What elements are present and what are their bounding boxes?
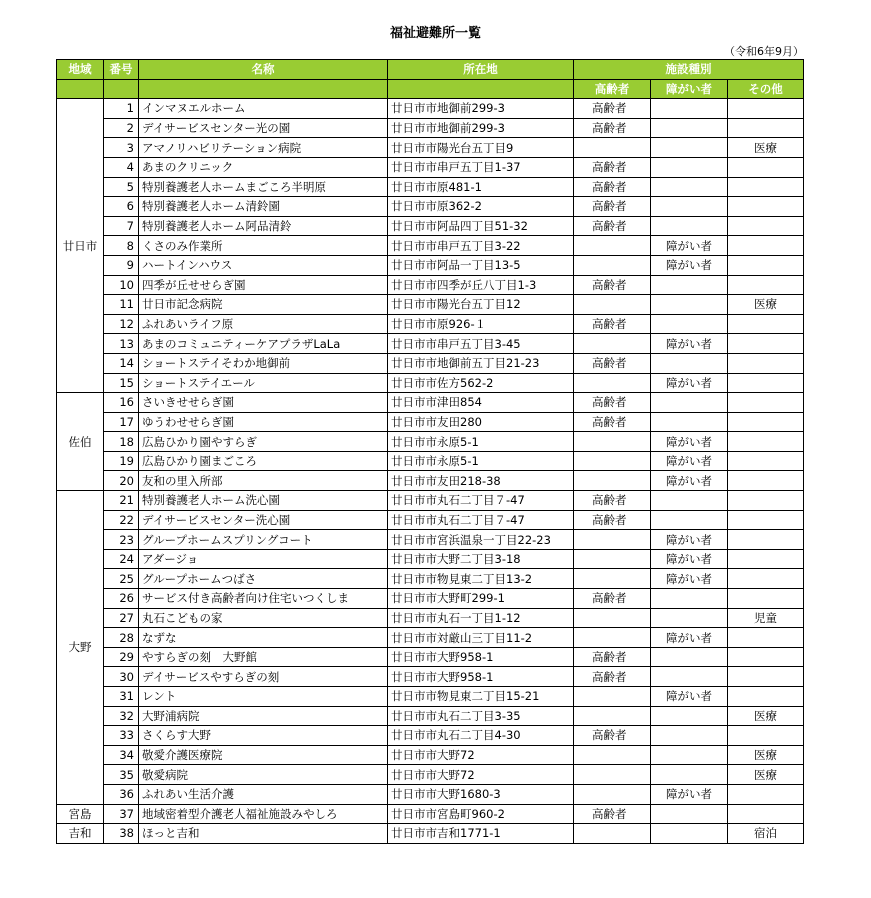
number-cell: 13 bbox=[104, 334, 139, 354]
disabled-cell bbox=[651, 295, 728, 315]
table-row bbox=[57, 236, 804, 256]
name-cell: 大野浦病院 bbox=[139, 706, 388, 726]
disabled-cell bbox=[651, 314, 728, 334]
address-cell: 廿日市市地御前五丁目21-23 bbox=[388, 353, 574, 373]
header-blank bbox=[57, 79, 104, 99]
other-cell bbox=[728, 784, 804, 804]
table-row bbox=[57, 784, 804, 804]
number-cell: 34 bbox=[104, 745, 139, 765]
table-row bbox=[57, 314, 804, 334]
other-cell bbox=[728, 432, 804, 452]
other-cell: 医療 bbox=[728, 295, 804, 315]
name-cell: 敬愛病院 bbox=[139, 765, 388, 785]
elderly-cell: 高齢者 bbox=[574, 118, 651, 138]
elderly-cell bbox=[574, 706, 651, 726]
address-cell: 廿日市市地御前299-3 bbox=[388, 118, 574, 138]
name-cell: ふれあい生活介護 bbox=[139, 784, 388, 804]
disabled-cell: 障がい者 bbox=[651, 784, 728, 804]
address-cell: 廿日市市吉和1771-1 bbox=[388, 824, 574, 844]
name-cell: ショートステイエール bbox=[139, 373, 388, 393]
number-cell: 15 bbox=[104, 373, 139, 393]
name-cell: 敬愛介護医療院 bbox=[139, 745, 388, 765]
number-cell: 32 bbox=[104, 706, 139, 726]
address-cell: 廿日市市丸石二丁目3-35 bbox=[388, 706, 574, 726]
other-cell bbox=[728, 314, 804, 334]
elderly-cell bbox=[574, 255, 651, 275]
table-row bbox=[57, 491, 804, 511]
disabled-cell bbox=[651, 197, 728, 217]
table-row bbox=[57, 569, 804, 589]
number-cell: 11 bbox=[104, 295, 139, 315]
other-cell bbox=[728, 118, 804, 138]
other-cell bbox=[728, 216, 804, 236]
other-cell: 宿泊 bbox=[728, 824, 804, 844]
number-cell: 23 bbox=[104, 530, 139, 550]
address-cell: 廿日市市原926-１ bbox=[388, 314, 574, 334]
table-row bbox=[57, 549, 804, 569]
number-cell: 6 bbox=[104, 197, 139, 217]
other-cell bbox=[728, 549, 804, 569]
name-cell: 地域密着型介護老人福祉施設みやしろ bbox=[139, 804, 388, 824]
name-cell: グループホームスプリングコート bbox=[139, 530, 388, 550]
elderly-cell bbox=[574, 432, 651, 452]
other-cell: 医療 bbox=[728, 765, 804, 785]
other-cell bbox=[728, 236, 804, 256]
address-cell: 廿日市市串戸五丁目3-45 bbox=[388, 334, 574, 354]
other-cell: 医療 bbox=[728, 706, 804, 726]
name-cell: デイサービスセンター洗心園 bbox=[139, 510, 388, 530]
name-cell: あまのコミュニティーケアプラザLaLa bbox=[139, 334, 388, 354]
table-row bbox=[57, 608, 804, 628]
other-cell: 医療 bbox=[728, 138, 804, 158]
elderly-cell: 高齢者 bbox=[574, 197, 651, 217]
number-cell: 26 bbox=[104, 589, 139, 609]
region-cell: 廿日市 bbox=[57, 99, 104, 393]
other-cell bbox=[728, 393, 804, 413]
number-cell: 27 bbox=[104, 608, 139, 628]
table-row bbox=[57, 471, 804, 491]
header-blank bbox=[139, 79, 388, 99]
number-cell: 37 bbox=[104, 804, 139, 824]
disabled-cell bbox=[651, 138, 728, 158]
elderly-cell bbox=[574, 471, 651, 491]
elderly-cell bbox=[574, 765, 651, 785]
disabled-cell bbox=[651, 99, 728, 119]
name-cell: デイサービスやすらぎの刻 bbox=[139, 667, 388, 687]
table-row bbox=[57, 334, 804, 354]
other-cell bbox=[728, 412, 804, 432]
table-row bbox=[57, 589, 804, 609]
header-other: その他 bbox=[728, 79, 804, 99]
number-cell: 35 bbox=[104, 765, 139, 785]
table-row bbox=[57, 373, 804, 393]
table-row bbox=[57, 628, 804, 648]
name-cell: さいきせせらぎ園 bbox=[139, 393, 388, 413]
name-cell: 広島ひかり園やすらぎ bbox=[139, 432, 388, 452]
disabled-cell bbox=[651, 804, 728, 824]
address-cell: 廿日市市四季が丘八丁目1-3 bbox=[388, 275, 574, 295]
table-row bbox=[57, 687, 804, 707]
other-cell bbox=[728, 353, 804, 373]
address-cell: 廿日市市陽光台五丁目9 bbox=[388, 138, 574, 158]
address-cell: 廿日市市物見東二丁目13-2 bbox=[388, 569, 574, 589]
region-cell: 佐伯 bbox=[57, 393, 104, 491]
address-cell: 廿日市市地御前299-3 bbox=[388, 99, 574, 119]
elderly-cell bbox=[574, 451, 651, 471]
number-cell: 5 bbox=[104, 177, 139, 197]
number-cell: 21 bbox=[104, 491, 139, 511]
address-cell: 廿日市市丸石二丁目７-47 bbox=[388, 491, 574, 511]
number-cell: 8 bbox=[104, 236, 139, 256]
table-row bbox=[57, 99, 804, 119]
number-cell: 25 bbox=[104, 569, 139, 589]
other-cell bbox=[728, 471, 804, 491]
name-cell: ふれあいライフ原 bbox=[139, 314, 388, 334]
other-cell bbox=[728, 255, 804, 275]
elderly-cell: 高齢者 bbox=[574, 589, 651, 609]
number-cell: 19 bbox=[104, 451, 139, 471]
other-cell bbox=[728, 647, 804, 667]
number-cell: 14 bbox=[104, 353, 139, 373]
disabled-cell bbox=[651, 353, 728, 373]
table-row bbox=[57, 530, 804, 550]
other-cell bbox=[728, 667, 804, 687]
header-facility-type: 施設種別 bbox=[574, 60, 804, 80]
table-row bbox=[57, 706, 804, 726]
address-cell: 廿日市市対厳山三丁目11-2 bbox=[388, 628, 574, 648]
number-cell: 38 bbox=[104, 824, 139, 844]
elderly-cell: 高齢者 bbox=[574, 647, 651, 667]
other-cell bbox=[728, 334, 804, 354]
table-row bbox=[57, 765, 804, 785]
header-number: 番号 bbox=[104, 60, 139, 80]
name-cell: 四季が丘せせらぎ園 bbox=[139, 275, 388, 295]
number-cell: 9 bbox=[104, 255, 139, 275]
name-cell: アダージョ bbox=[139, 549, 388, 569]
number-cell: 17 bbox=[104, 412, 139, 432]
header-blank bbox=[388, 79, 574, 99]
elderly-cell bbox=[574, 824, 651, 844]
address-cell: 廿日市市串戸五丁目1-37 bbox=[388, 157, 574, 177]
number-cell: 1 bbox=[104, 99, 139, 119]
date-note: （令和6年9月） bbox=[724, 45, 804, 58]
number-cell: 31 bbox=[104, 687, 139, 707]
number-cell: 12 bbox=[104, 314, 139, 334]
address-cell: 廿日市市大野1680-3 bbox=[388, 784, 574, 804]
name-cell: 友和の里入所部 bbox=[139, 471, 388, 491]
table-body bbox=[57, 99, 804, 844]
name-cell: デイサービスセンター光の園 bbox=[139, 118, 388, 138]
table-row bbox=[57, 353, 804, 373]
name-cell: なずな bbox=[139, 628, 388, 648]
header-name: 名称 bbox=[139, 60, 388, 80]
elderly-cell: 高齢者 bbox=[574, 314, 651, 334]
name-cell: ショートステイそわか地御前 bbox=[139, 353, 388, 373]
elderly-cell: 高齢者 bbox=[574, 393, 651, 413]
table-row bbox=[57, 197, 804, 217]
table-row bbox=[57, 412, 804, 432]
header-blank bbox=[104, 79, 139, 99]
elderly-cell: 高齢者 bbox=[574, 157, 651, 177]
number-cell: 16 bbox=[104, 393, 139, 413]
elderly-cell bbox=[574, 530, 651, 550]
name-cell: インマヌエルホーム bbox=[139, 99, 388, 119]
name-cell: サービス付き高齢者向け住宅いつくしま bbox=[139, 589, 388, 609]
other-cell bbox=[728, 99, 804, 119]
table-row bbox=[57, 451, 804, 471]
elderly-cell bbox=[574, 687, 651, 707]
other-cell bbox=[728, 197, 804, 217]
elderly-cell bbox=[574, 784, 651, 804]
address-cell: 廿日市市串戸五丁目3-22 bbox=[388, 236, 574, 256]
disabled-cell: 障がい者 bbox=[651, 687, 728, 707]
number-cell: 24 bbox=[104, 549, 139, 569]
table-row bbox=[57, 804, 804, 824]
number-cell: 28 bbox=[104, 628, 139, 648]
other-cell: 児童 bbox=[728, 608, 804, 628]
elderly-cell bbox=[574, 569, 651, 589]
other-cell bbox=[728, 687, 804, 707]
name-cell: アマノリハビリテーション病院 bbox=[139, 138, 388, 158]
number-cell: 2 bbox=[104, 118, 139, 138]
header-disabled: 障がい者 bbox=[651, 79, 728, 99]
elderly-cell bbox=[574, 549, 651, 569]
disabled-cell bbox=[651, 275, 728, 295]
shelter-table bbox=[56, 59, 804, 844]
address-cell: 廿日市市永原5-1 bbox=[388, 432, 574, 452]
elderly-cell: 高齢者 bbox=[574, 99, 651, 119]
address-cell: 廿日市市友田280 bbox=[388, 412, 574, 432]
other-cell bbox=[728, 510, 804, 530]
other-cell bbox=[728, 804, 804, 824]
other-cell bbox=[728, 726, 804, 746]
table-row bbox=[57, 647, 804, 667]
disabled-cell bbox=[651, 706, 728, 726]
disabled-cell bbox=[651, 824, 728, 844]
name-cell: 丸石こどもの家 bbox=[139, 608, 388, 628]
number-cell: 20 bbox=[104, 471, 139, 491]
table-row bbox=[57, 157, 804, 177]
elderly-cell: 高齢者 bbox=[574, 804, 651, 824]
disabled-cell bbox=[651, 608, 728, 628]
table-row bbox=[57, 295, 804, 315]
name-cell: あまのクリニック bbox=[139, 157, 388, 177]
disabled-cell bbox=[651, 726, 728, 746]
elderly-cell bbox=[574, 373, 651, 393]
disabled-cell: 障がい者 bbox=[651, 471, 728, 491]
other-cell bbox=[728, 569, 804, 589]
disabled-cell bbox=[651, 647, 728, 667]
elderly-cell: 高齢者 bbox=[574, 275, 651, 295]
other-cell bbox=[728, 589, 804, 609]
address-cell: 廿日市市友田218-38 bbox=[388, 471, 574, 491]
number-cell: 29 bbox=[104, 647, 139, 667]
table-row bbox=[57, 177, 804, 197]
header-elderly: 高齢者 bbox=[574, 79, 651, 99]
address-cell: 廿日市市大野958-1 bbox=[388, 647, 574, 667]
table-row bbox=[57, 275, 804, 295]
disabled-cell bbox=[651, 667, 728, 687]
elderly-cell: 高齢者 bbox=[574, 726, 651, 746]
name-cell: やすらぎの刻 大野館 bbox=[139, 647, 388, 667]
disabled-cell bbox=[651, 745, 728, 765]
disabled-cell bbox=[651, 589, 728, 609]
other-cell bbox=[728, 275, 804, 295]
other-cell: 医療 bbox=[728, 745, 804, 765]
disabled-cell: 障がい者 bbox=[651, 569, 728, 589]
disabled-cell: 障がい者 bbox=[651, 549, 728, 569]
other-cell bbox=[728, 530, 804, 550]
elderly-cell bbox=[574, 608, 651, 628]
elderly-cell: 高齢者 bbox=[574, 216, 651, 236]
table-row bbox=[57, 824, 804, 844]
number-cell: 4 bbox=[104, 157, 139, 177]
address-cell: 廿日市市大野二丁目3-18 bbox=[388, 549, 574, 569]
number-cell: 7 bbox=[104, 216, 139, 236]
number-cell: 18 bbox=[104, 432, 139, 452]
address-cell: 廿日市市丸石二丁目７-47 bbox=[388, 510, 574, 530]
table-row bbox=[57, 255, 804, 275]
number-cell: 36 bbox=[104, 784, 139, 804]
name-cell: くさのみ作業所 bbox=[139, 236, 388, 256]
other-cell bbox=[728, 628, 804, 648]
elderly-cell: 高齢者 bbox=[574, 491, 651, 511]
address-cell: 廿日市市大野72 bbox=[388, 745, 574, 765]
table-row bbox=[57, 393, 804, 413]
disabled-cell bbox=[651, 118, 728, 138]
table-row bbox=[57, 118, 804, 138]
disabled-cell: 障がい者 bbox=[651, 236, 728, 256]
other-cell bbox=[728, 177, 804, 197]
elderly-cell: 高齢者 bbox=[574, 510, 651, 530]
number-cell: 3 bbox=[104, 138, 139, 158]
other-cell bbox=[728, 157, 804, 177]
name-cell: さくらす大野 bbox=[139, 726, 388, 746]
disabled-cell: 障がい者 bbox=[651, 451, 728, 471]
address-cell: 廿日市市大野958-1 bbox=[388, 667, 574, 687]
elderly-cell bbox=[574, 138, 651, 158]
address-cell: 廿日市市佐方562-2 bbox=[388, 373, 574, 393]
disabled-cell: 障がい者 bbox=[651, 628, 728, 648]
page-title: 福祉避難所一覧 bbox=[389, 26, 481, 41]
table-row bbox=[57, 510, 804, 530]
disabled-cell bbox=[651, 177, 728, 197]
number-cell: 22 bbox=[104, 510, 139, 530]
name-cell: ほっと吉和 bbox=[139, 824, 388, 844]
address-cell: 廿日市市永原5-1 bbox=[388, 451, 574, 471]
address-cell: 廿日市市宮浜温泉一丁目22-23 bbox=[388, 530, 574, 550]
address-cell: 廿日市市津田854 bbox=[388, 393, 574, 413]
address-cell: 廿日市市原362-2 bbox=[388, 197, 574, 217]
region-cell: 大野 bbox=[57, 491, 104, 805]
address-cell: 廿日市市阿品一丁目13-5 bbox=[388, 255, 574, 275]
disabled-cell: 障がい者 bbox=[651, 432, 728, 452]
table-row bbox=[57, 138, 804, 158]
other-cell bbox=[728, 373, 804, 393]
other-cell bbox=[728, 451, 804, 471]
name-cell: 特別養護老人ホーム清鈴園 bbox=[139, 197, 388, 217]
name-cell: ハートインハウス bbox=[139, 255, 388, 275]
elderly-cell: 高齢者 bbox=[574, 353, 651, 373]
disabled-cell bbox=[651, 216, 728, 236]
elderly-cell: 高齢者 bbox=[574, 177, 651, 197]
address-cell: 廿日市市陽光台五丁目12 bbox=[388, 295, 574, 315]
disabled-cell bbox=[651, 412, 728, 432]
other-cell bbox=[728, 491, 804, 511]
table-row bbox=[57, 216, 804, 236]
name-cell: レント bbox=[139, 687, 388, 707]
name-cell: 廿日市記念病院 bbox=[139, 295, 388, 315]
number-cell: 30 bbox=[104, 667, 139, 687]
elderly-cell: 高齢者 bbox=[574, 667, 651, 687]
disabled-cell bbox=[651, 491, 728, 511]
table-row bbox=[57, 667, 804, 687]
table-row bbox=[57, 726, 804, 746]
name-cell: 特別養護老人ホーム洗心園 bbox=[139, 491, 388, 511]
address-cell: 廿日市市丸石二丁目4-30 bbox=[388, 726, 574, 746]
disabled-cell: 障がい者 bbox=[651, 373, 728, 393]
elderly-cell: 高齢者 bbox=[574, 412, 651, 432]
disabled-cell bbox=[651, 510, 728, 530]
disabled-cell bbox=[651, 157, 728, 177]
table-row bbox=[57, 432, 804, 452]
region-cell: 吉和 bbox=[57, 824, 104, 844]
disabled-cell: 障がい者 bbox=[651, 530, 728, 550]
header-region: 地域 bbox=[57, 60, 104, 80]
address-cell: 廿日市市物見東二丁目15-21 bbox=[388, 687, 574, 707]
header-address: 所在地 bbox=[388, 60, 574, 80]
elderly-cell bbox=[574, 745, 651, 765]
elderly-cell bbox=[574, 334, 651, 354]
disabled-cell bbox=[651, 393, 728, 413]
name-cell: 広島ひかり園まごころ bbox=[139, 451, 388, 471]
elderly-cell bbox=[574, 628, 651, 648]
address-cell: 廿日市市原481-1 bbox=[388, 177, 574, 197]
elderly-cell bbox=[574, 295, 651, 315]
disabled-cell: 障がい者 bbox=[651, 255, 728, 275]
region-cell: 宮島 bbox=[57, 804, 104, 824]
address-cell: 廿日市市大野町299-1 bbox=[388, 589, 574, 609]
name-cell: 特別養護老人ホーム阿品清鈴 bbox=[139, 216, 388, 236]
address-cell: 廿日市市宮島町960-2 bbox=[388, 804, 574, 824]
disabled-cell bbox=[651, 765, 728, 785]
address-cell: 廿日市市大野72 bbox=[388, 765, 574, 785]
disabled-cell: 障がい者 bbox=[651, 334, 728, 354]
table-row bbox=[57, 745, 804, 765]
number-cell: 33 bbox=[104, 726, 139, 746]
address-cell: 廿日市市丸石一丁目1-12 bbox=[388, 608, 574, 628]
name-cell: ゆうわせせらぎ園 bbox=[139, 412, 388, 432]
address-cell: 廿日市市阿品四丁目51-32 bbox=[388, 216, 574, 236]
number-cell: 10 bbox=[104, 275, 139, 295]
name-cell: グループホームつばさ bbox=[139, 569, 388, 589]
name-cell: 特別養護老人ホームまごころ半明原 bbox=[139, 177, 388, 197]
table-header bbox=[57, 60, 804, 99]
elderly-cell bbox=[574, 236, 651, 256]
